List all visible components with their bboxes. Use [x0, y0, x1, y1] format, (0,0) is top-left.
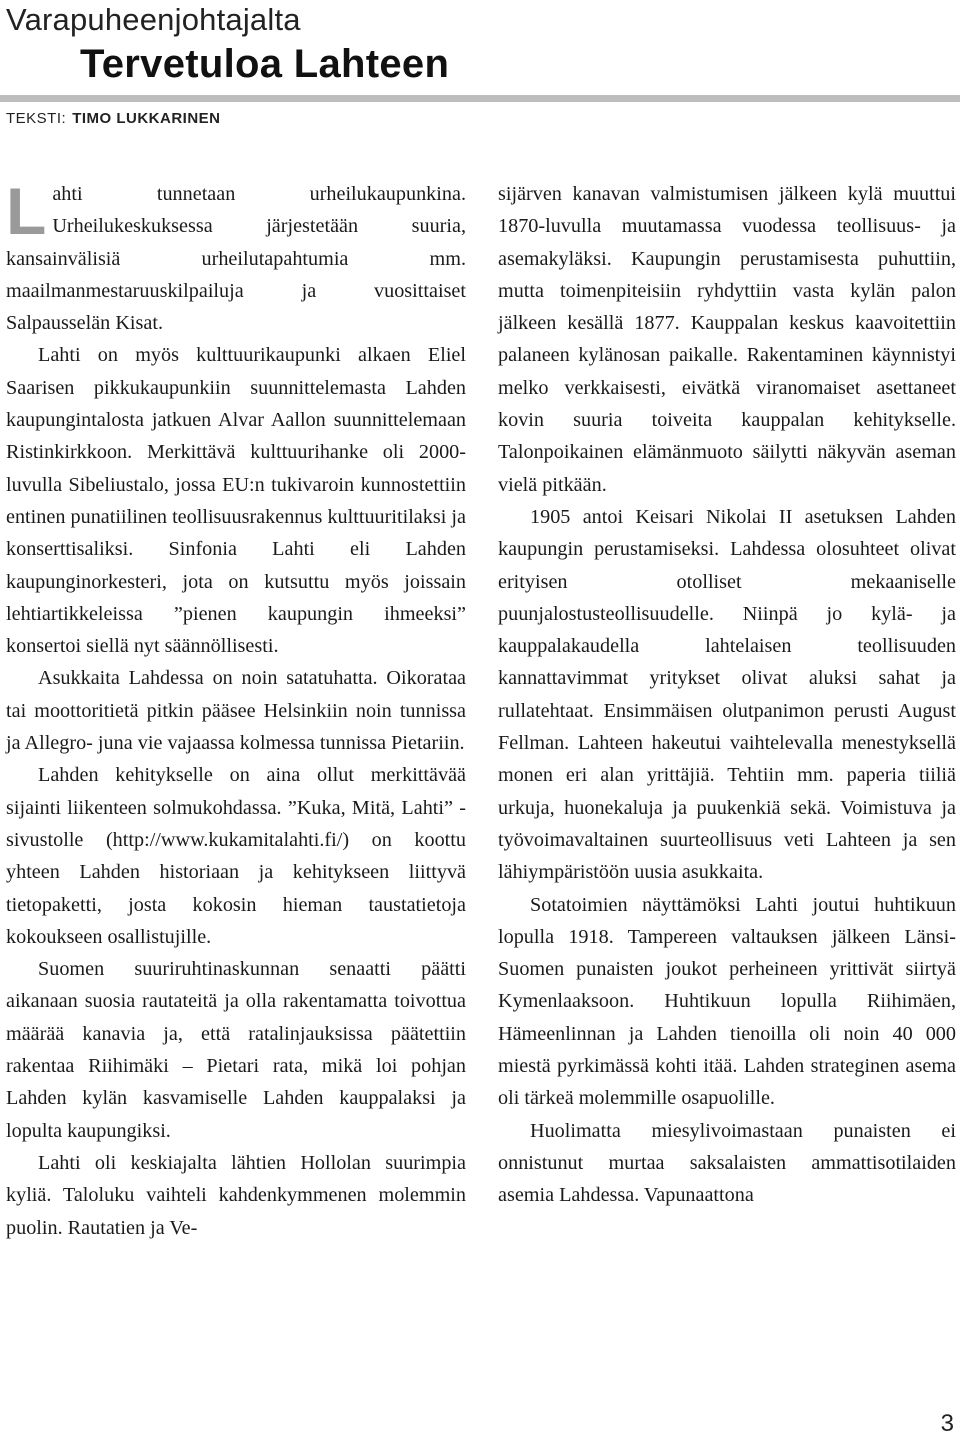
- paragraph: Lahden kehitykselle on aina ollut merkittävää sijainti liikenteen solmukohdassa. ”Kuka, Mitä, Lahti” -sivustolle (http://www.kukamitalahti.fi/) on koottu yhteen Lahden historiaan ja kehitykseen liittyvä tietopaketti, josta kokosin hieman taustatietoja kokoukseen osallistujille.: [6, 764, 466, 948]
- article-column-right: [498, 178, 956, 1212]
- header-rule: [0, 95, 960, 102]
- byline-label: TEKSTI:: [6, 110, 67, 127]
- section-kicker: Varapuheenjohtajalta: [6, 2, 301, 37]
- page-number: 3: [940, 1410, 954, 1437]
- paragraph: Asukkaita Lahdessa on noin satatuhatta. Oikorataa tai moottoritietä pitkin pääsee Helsinkiin noin tunnissa ja Allegro- juna vie vajaassa kolmessa tunnissa Pietariin.: [6, 667, 466, 755]
- paragraph: sijärven kanavan valmistumisen jälkeen kylä muuttui 1870-luvulla muutamassa vuodessa teollisuus- ja asemakyläksi. Kaupungin perustamisesta puhuttiin, mutta toimenpiteisiin ryhdyttiin vasta kylän palon jälkeen kesällä 1877. Kauppalan keskus kaavoitettiin palaneen kylänosan paikalle. Rakentaminen käynnistyi melko verkkaisesti, eivätkä viranomaiset asettaneet kovin suuria toiveita kauppalan kehitykselle. Talonpoikainen elämänmuoto säilytti näkyvän aseman vielä pitkään.: [498, 183, 956, 496]
- paragraph: [6, 174, 466, 339]
- paragraph: Huolimatta miesylivoimastaan punaisten ei onnistunut murtaa saksalaisten ammattisotilaiden asemia Lahdessa. Vapunaattona: [498, 1119, 956, 1207]
- paragraph: Lahti on myös kulttuurikaupunki alkaen Eliel Saarisen pikkukaupunkiin suunnittelemasta Lahden kaupungintalosta jatkuen Alvar Aallon suunnittelemaan Ristinkirkkoon. Merkittävä kulttuurihanke oli 2000-luvulla Sibeliustalo, jossa EU:n tukivaroin kunnostettiin entinen punatiilinen teollisuusrakennus kulttuuritilaksi ja konserttisaliksi. Sinfonia Lahti eli Lahden kaupunginorkesteri, jota on kutsuttu myös joissain lehtiartikkeleissa ”pienen kaupungin ihmeeksi” konsertoi siellä nyt säännöllisesti.: [6, 344, 466, 658]
- drop-cap: L: [6, 174, 47, 248]
- paragraph-text: ahti tunnetaan urheilukaupunkina. Urheilukeskuksessa järjestetään suuria, kansainvälisiä urheilutapahtumia mm. maailmanmestaruuskilpailuja ja vuosittaiset Salpausselän Kisat.: [6, 183, 466, 335]
- article-header: [0, 0, 960, 140]
- article-title: Tervetuloa Lahteen: [80, 42, 450, 86]
- paragraph: Lahti oli keskiajalta lähtien Hollolan suurimpia kyliä. Taloluku vaihteli kahdenkymmenen molemmin puolin. Rautatien ja Ve-: [6, 1151, 466, 1239]
- byline: [6, 110, 221, 127]
- paragraph: Suomen suuriruhtinaskunnan senaatti päätti aikanaan suosia rautateitä ja olla rakentamatta toivottua määrää kanavia ja, että ratalinjauksissa päätettiin rakentaa Riihimäki – Pietari rata, mikä loi pohjan Lahden kylän kasvamiselle Lahden kauppalaksi ja lopulta kaupungiksi.: [6, 958, 466, 1142]
- paragraph: 1905 antoi Keisari Nikolai II asetuksen Lahden kaupungin perustamiseksi. Lahdessa olosuhteet olivat erityisen otolliset mekaaniselle puunjalostusteollisuudelle. Niinpä jo kylä- ja kauppalakaudella lahtelaisen teollisuuden kannattavimmat yritykset olivat aluksi sahat ja rullatehtaat. Ensimmäisen olutpanimon perusti August Fellman. Lahteen hakeutui vaihtelevalla menestyksellä monen eri alan yrittäjiä. Tehtiin mm. paperia tiiliä urkuja, huonekaluja ja puukenkiä sekä. Voimistuva ja työvoimavaltainen suurteollisuus veti Lahteen ja sen lähiympäristöön uusia asukkaita.: [498, 505, 956, 884]
- byline-author: TIMO LUKKARINEN: [72, 110, 221, 127]
- paragraph: Sotatoimien näyttämöksi Lahti joutui huhtikuun lopulla 1918. Tampereen valtauksen jälkeen Länsi-Suomen punaisten joukot perheineen yrittivät siirtyä Kymenlaaksoon. Huhtikuun lopulla Riihimäen, Hämeenlinnan ja Lahden tienoilla oli noin 40 000 miestä pyrkimässä kohti itää. Lahden strateginen asema oli tärkeä molemmille osapuolille.: [498, 893, 956, 1110]
- article-column-left: [6, 174, 466, 1244]
